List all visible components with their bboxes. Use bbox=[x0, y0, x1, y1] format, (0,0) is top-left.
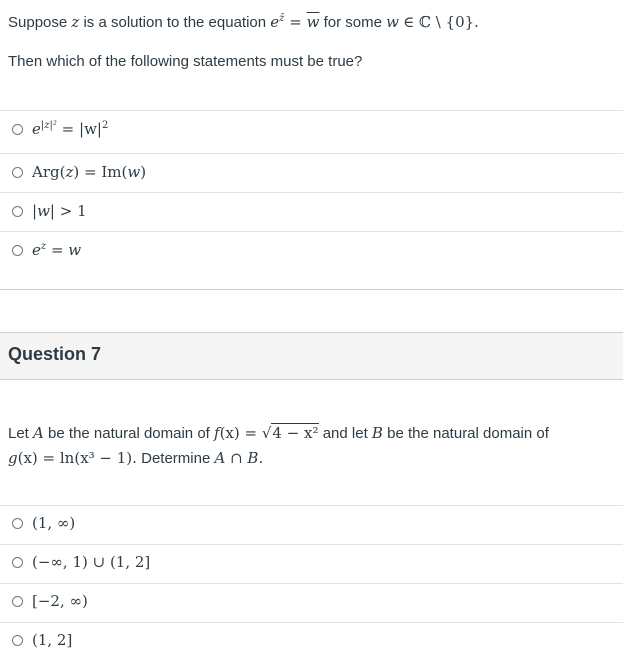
divider bbox=[0, 505, 623, 506]
radio-button-icon[interactable] bbox=[12, 596, 23, 607]
math-set: ∈ ℂ \ {0}. bbox=[403, 13, 479, 31]
math-equation: $e^{z̄} = \overline{w}$ bbox=[270, 13, 320, 31]
answer-option-1[interactable] bbox=[12, 511, 75, 535]
question-header bbox=[0, 332, 623, 380]
answer-option-1[interactable] bbox=[12, 117, 108, 141]
math-g: g(x) = ln(x³ − 1). bbox=[8, 449, 137, 467]
divider bbox=[0, 153, 623, 154]
option-label: (1, ∞) bbox=[32, 514, 76, 532]
radio-button-icon[interactable] bbox=[12, 635, 23, 646]
answer-option-2[interactable] bbox=[12, 550, 150, 574]
divider bbox=[0, 544, 623, 545]
answer-option-3[interactable] bbox=[12, 589, 88, 613]
divider bbox=[0, 622, 623, 623]
option-label: $e^{|z|^2} = |w|^2$ bbox=[32, 120, 109, 138]
math-w: w bbox=[386, 13, 399, 31]
divider bbox=[0, 192, 623, 193]
radio-button-icon[interactable] bbox=[12, 518, 23, 529]
stem-text: for some bbox=[323, 14, 382, 31]
answer-option-2[interactable] bbox=[12, 160, 146, 184]
radio-button-icon[interactable] bbox=[12, 167, 23, 178]
math-intersection: A ∩ B. bbox=[214, 449, 264, 467]
question-separator bbox=[0, 289, 623, 290]
math-z: z bbox=[71, 13, 80, 31]
option-label: [−2, ∞) bbox=[32, 592, 88, 610]
stem-text: is a solution to the equation bbox=[83, 14, 267, 31]
math-f: f(x) = √4 − x² bbox=[214, 424, 319, 442]
question-title: Question 7 bbox=[8, 344, 102, 364]
answer-option-4[interactable] bbox=[12, 628, 72, 652]
divider bbox=[0, 231, 623, 232]
option-label: |w| > 1 bbox=[32, 202, 87, 220]
question-6-prompt: Then which of the following statements must be true? bbox=[8, 53, 363, 70]
radio-button-icon[interactable] bbox=[12, 206, 23, 217]
option-label: (−∞, 1) ∪ (1, 2] bbox=[32, 553, 151, 571]
stem-text: Suppose bbox=[8, 14, 68, 31]
answer-option-4[interactable] bbox=[12, 238, 81, 262]
radio-button-icon[interactable] bbox=[12, 557, 23, 568]
answer-option-3[interactable] bbox=[12, 199, 87, 223]
question-7-stem: Let A be the natural domain of f(x) = √4 − x² and let B be the natural domain of g(x) = ln(x³ − 1). Determine A ∩ B. bbox=[8, 424, 549, 467]
question-6-stem bbox=[8, 10, 611, 35]
radio-button-icon[interactable] bbox=[12, 124, 23, 135]
option-label: Arg(z) = Im(w) bbox=[32, 163, 147, 181]
radio-button-icon[interactable] bbox=[12, 245, 23, 256]
divider bbox=[0, 110, 623, 111]
option-label: (1, 2] bbox=[32, 631, 73, 649]
divider bbox=[0, 583, 623, 584]
option-label: $e^z = w$ bbox=[32, 241, 82, 259]
